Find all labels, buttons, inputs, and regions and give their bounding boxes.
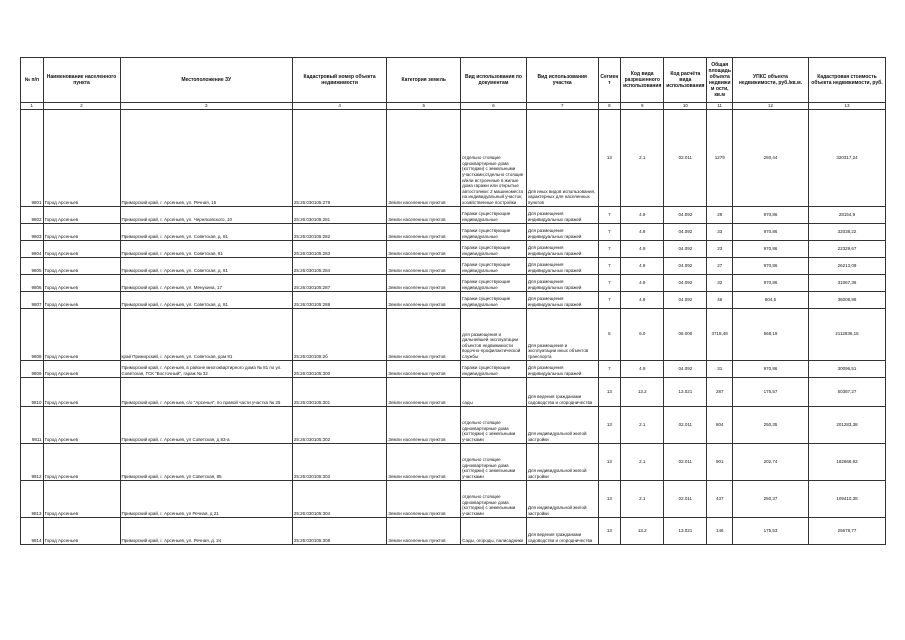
land-category-cell: Земли населенных пунктов	[387, 308, 461, 360]
segment-cell: 13	[598, 517, 621, 544]
location-cell: Приморский край, г. Арсеньев, ул Советская, д 83-а	[120, 406, 292, 443]
location-cell: Приморский край, г. Арсеньев, ул. Советская, д. 81	[120, 257, 292, 274]
plot-use-cell: Для размещения индивидуальных гаражей	[526, 240, 598, 257]
cadastral-value-cell: 320317,24	[808, 109, 885, 206]
location-cell: Приморский край, г. Арсеньев, с/о "Арсенья", по правой части участка № 25	[120, 377, 292, 406]
cadastral-number-cell: 25:26:030105:281	[292, 206, 386, 223]
cadastral-value-cell: 182668,92	[808, 443, 885, 480]
use-by-documents-cell: Гаражи существующие индивидуальные	[461, 206, 527, 223]
permitted-use-code-cell: 2.1	[621, 406, 664, 443]
upks-cell: 970,86	[733, 360, 809, 377]
settlement-name-cell: Город Арсеньев	[43, 443, 120, 480]
location-cell: Приморский край, г. Арсеньев, ул Речная, д 21	[120, 480, 292, 517]
plot-use-cell: Для ведения гражданами садоводства и огородничества	[526, 517, 598, 544]
table-row	[21, 257, 886, 274]
column-number: 5	[387, 103, 461, 110]
settlement-name-cell: Город Арсеньев	[43, 406, 120, 443]
upks-cell: 970,86	[733, 206, 809, 223]
row-number-cell: 9813	[21, 480, 44, 517]
column-number: 2	[43, 103, 120, 110]
cadastral-number-cell: 25:26:030105:303	[292, 443, 386, 480]
table-row	[21, 109, 886, 206]
segment-cell: 7	[598, 291, 621, 308]
header-cell: Код вида разрешенного использования	[621, 58, 664, 103]
use-calc-code-cell: 02.011	[664, 443, 707, 480]
header-cell: Наименование населенного пункта	[43, 58, 120, 103]
row-number-cell: 9805	[21, 257, 44, 274]
use-calc-code-cell: 02.011	[664, 406, 707, 443]
land-category-cell: Земли населенных пунктов	[387, 360, 461, 377]
plot-use-cell: Для иных видов использования, характерных для населенных пунктов	[526, 109, 598, 206]
use-calc-code-cell: 04.092	[664, 206, 707, 223]
segment-cell: 7	[598, 257, 621, 274]
settlement-name-cell: Город Арсеньев	[43, 360, 120, 377]
row-number-cell: 9811	[21, 406, 44, 443]
column-number: 9	[621, 103, 664, 110]
plot-use-cell: Для размещения индивидуальных гаражей	[526, 223, 598, 240]
permitted-use-code-cell: 13.2	[621, 377, 664, 406]
permitted-use-code-cell: 4.9	[621, 274, 664, 291]
plot-use-cell: Для размещения индивидуальных гаражей	[526, 206, 598, 223]
row-number-cell: 9804	[21, 240, 44, 257]
column-number: 8	[598, 103, 621, 110]
use-by-documents-cell: отдельно стоящие одноквартирные дома (коттеджи) с земельными участками;отдельно стоящие и/или встроенные в жилые дома гаражи или открытые автостоянки: 2 машиноместа на индивидуальный участок; хозяйственные постройки	[461, 109, 527, 206]
settlement-name-cell: Город Арсеньев	[43, 274, 120, 291]
settlement-name-cell: Город Арсеньев	[43, 308, 120, 360]
settlement-name-cell: Город Арсеньев	[43, 206, 120, 223]
table-row	[21, 274, 886, 291]
land-category-cell: Земли населенных пунктов	[387, 406, 461, 443]
table-row	[21, 406, 886, 443]
permitted-use-code-cell: 2.1	[621, 480, 664, 517]
table-row	[21, 240, 886, 257]
cadastral-number-cell: 25:26:030105:301	[292, 377, 386, 406]
segment-cell: 7	[598, 223, 621, 240]
cadastral-number-cell: 25:26:030105:300	[292, 360, 386, 377]
cadastral-table	[20, 57, 886, 545]
plot-use-cell: Для индивидуальной жилой застройки	[526, 443, 598, 480]
plot-use-cell: Для размещения индивидуальных гаражей	[526, 274, 598, 291]
row-number-cell: 9806	[21, 274, 44, 291]
plot-use-cell: Для размещения индивидуальных гаражей	[526, 360, 598, 377]
header-cell: Сегмент	[598, 58, 621, 103]
permitted-use-code-cell: 4.9	[621, 291, 664, 308]
upks-cell: 970,86	[733, 240, 809, 257]
column-number: 13	[808, 103, 885, 110]
table-body	[21, 109, 886, 544]
plot-use-cell: Для размещения индивидуальных гаражей	[526, 291, 598, 308]
header-cell: Код расчёта вида использования	[664, 58, 707, 103]
location-cell: Приморский край, г. Арсеньев, ул. Речная, д. 24	[120, 517, 292, 544]
cadastral-number-cell: 25:26:030105:282	[292, 223, 386, 240]
segment-cell: 7	[598, 274, 621, 291]
land-category-cell: Земли населенных пунктов	[387, 240, 461, 257]
use-by-documents-cell: Гаражи существующие индивидуальные	[461, 240, 527, 257]
cadastral-value-cell: 50387,27	[808, 377, 885, 406]
use-calc-code-cell: 04.092	[664, 257, 707, 274]
use-calc-code-cell: 04.092	[664, 240, 707, 257]
upks-cell: 970,86	[733, 223, 809, 240]
column-number: 3	[120, 103, 292, 110]
table-row	[21, 443, 886, 480]
table-row	[21, 360, 886, 377]
settlement-name-cell: Город Арсеньев	[43, 291, 120, 308]
settlement-name-cell: Город Арсеньев	[43, 109, 120, 206]
header-cell: УПКС объекта недвижимости, руб./кв.м.	[733, 58, 809, 103]
cadastral-value-cell: 201283,38	[808, 406, 885, 443]
area-cell: 3718,48	[707, 308, 733, 360]
header-cell: Общая площадь объекта недвижим ости, кв.м	[707, 58, 733, 103]
location-cell: Приморский край, г. Арсеньев, ул. Советская, д. 81	[120, 291, 292, 308]
land-category-cell: Земли населенных пунктов	[387, 109, 461, 206]
cadastral-value-cell: 36008,88	[808, 291, 885, 308]
use-by-documents-cell: Гаражи существующие индивидуальные	[461, 274, 527, 291]
use-by-documents-cell: отдельно стоящие одноквартирные дома (коттеджи) с земельными участками	[461, 480, 527, 517]
table-row	[21, 308, 886, 360]
permitted-use-code-cell: 6.0	[621, 308, 664, 360]
land-category-cell: Земли населенных пунктов	[387, 517, 461, 544]
column-number: 6	[461, 103, 527, 110]
column-number: 1	[21, 103, 44, 110]
header-cell: Местоположение ЗУ	[120, 58, 292, 103]
area-cell: 287	[707, 377, 733, 406]
header-cell: Кадастровый номер объекта недвижимости	[292, 58, 386, 103]
use-by-documents-cell: Сады, огороды, палисадники	[461, 517, 527, 544]
table-row	[21, 480, 886, 517]
upks-cell: 970,86	[733, 274, 809, 291]
segment-cell: 7	[598, 240, 621, 257]
location-cell: Приморский край, г. Арсеньев, ул. Речная, 15	[120, 109, 292, 206]
upks-cell: 175,53	[733, 517, 809, 544]
permitted-use-code-cell: 4.9	[621, 206, 664, 223]
settlement-name-cell: Город Арсеньев	[43, 257, 120, 274]
upks-cell: 175,57	[733, 377, 809, 406]
land-category-cell: Земли населенных пунктов	[387, 291, 461, 308]
upks-cell: 970,86	[733, 257, 809, 274]
table-row	[21, 517, 886, 544]
cadastral-number-cell: 25:26:030105:304	[292, 480, 386, 517]
cadastral-number-cell: 25:26:030105:284	[292, 257, 386, 274]
cadastral-value-cell: 30096,51	[808, 360, 885, 377]
row-number-cell: 9814	[21, 517, 44, 544]
use-calc-code-cell: 02.011	[664, 480, 707, 517]
cadastral-number-cell: 25:26:030105:308	[292, 517, 386, 544]
plot-use-cell: Для размещения и эксплуатации иных объектов транспорта	[526, 308, 598, 360]
location-cell: Приморский край, г. Арсеньев, ул. Советская, 81	[120, 240, 292, 257]
settlement-name-cell: Город Арсеньев	[43, 240, 120, 257]
area-cell: 146	[707, 517, 733, 544]
column-number: 11	[707, 103, 733, 110]
cadastral-number-cell: 25:26:030105:2б	[292, 308, 386, 360]
use-by-documents-cell: Гаражи существующие индивидуальные	[461, 291, 527, 308]
segment-cell: 13	[598, 443, 621, 480]
use-calc-code-cell: 02.011	[664, 109, 707, 206]
permitted-use-code-cell: 4.9	[621, 240, 664, 257]
header-cell: Вид использования по документам	[461, 58, 527, 103]
use-by-documents-cell: отдельно стоящие одноквартирные дома (коттеджи) с земельными участками	[461, 406, 527, 443]
cadastral-value-cell: 22329,67	[808, 240, 885, 257]
land-category-cell: Земли населенных пунктов	[387, 377, 461, 406]
use-by-documents-cell: Гаражи существующие индивидуальные	[461, 360, 527, 377]
plot-use-cell: Для индивидуальной жилой застройки	[526, 406, 598, 443]
cadastral-value-cell: 2112836,16	[808, 308, 885, 360]
plot-use-cell: Для размещения индивидуальных гаражей	[526, 257, 598, 274]
segment-cell: 13	[598, 406, 621, 443]
area-cell: 27	[707, 257, 733, 274]
location-cell: Приморский край, г. Арсеньев, ул. Советская, д. 81	[120, 223, 292, 240]
table-row	[21, 206, 886, 223]
land-category-cell: Земли населенных пунктов	[387, 480, 461, 517]
cadastral-number-cell: 25:26:030105:279	[292, 109, 386, 206]
use-calc-code-cell: 04.092	[664, 223, 707, 240]
row-number-cell: 9803	[21, 223, 44, 240]
upks-cell: 250,37	[733, 480, 809, 517]
area-cell: 29	[707, 206, 733, 223]
column-number: 4	[292, 103, 386, 110]
segment-cell: 7	[598, 360, 621, 377]
header-row	[21, 58, 886, 103]
use-calc-code-cell: 04.092	[664, 274, 707, 291]
area-cell: 33	[707, 223, 733, 240]
cadastral-value-cell: 28154,9	[808, 206, 885, 223]
area-cell: 32	[707, 274, 733, 291]
location-cell: Приморский край, г. Арсеньев, ул. Менухина, 17	[120, 274, 292, 291]
area-cell: 1279	[707, 109, 733, 206]
segment-cell: 13	[598, 377, 621, 406]
upks-cell: 568,19	[733, 308, 809, 360]
use-calc-code-cell: 04.092	[664, 291, 707, 308]
area-cell: 31	[707, 360, 733, 377]
use-calc-code-cell: 13.021	[664, 377, 707, 406]
row-number-cell: 9807	[21, 291, 44, 308]
location-cell: Приморский край, г. Арсеньев, ул. Черняховского, 10	[120, 206, 292, 223]
column-number: 10	[664, 103, 707, 110]
permitted-use-code-cell: 4.9	[621, 223, 664, 240]
area-cell: 437	[707, 480, 733, 517]
row-number-cell: 9808	[21, 308, 44, 360]
cadastral-value-cell: 109410,38	[808, 480, 885, 517]
use-by-documents-cell: для размещения и дальнейшей эксплуатации объектов недвижимости водочно-профилактической службы	[461, 308, 527, 360]
cadastral-value-cell: 31067,36	[808, 274, 885, 291]
table-row	[21, 291, 886, 308]
permitted-use-code-cell: 4.9	[621, 257, 664, 274]
permitted-use-code-cell: 13.2	[621, 517, 664, 544]
row-number-cell: 9810	[21, 377, 44, 406]
use-by-documents-cell: Гаражи существующие индивидуальные	[461, 223, 527, 240]
area-cell: 804	[707, 406, 733, 443]
row-number-cell: 9802	[21, 206, 44, 223]
column-number-row	[21, 103, 886, 110]
settlement-name-cell: Город Арсеньев	[43, 223, 120, 240]
area-cell: 23	[707, 240, 733, 257]
header-cell: Вид использования участка	[526, 58, 598, 103]
upks-cell: 250,44	[733, 109, 809, 206]
segment-cell: 7	[598, 206, 621, 223]
cadastral-value-cell: 32038,22	[808, 223, 885, 240]
use-calc-code-cell: 04.092	[664, 360, 707, 377]
cadastral-value-cell: 25678,77	[808, 517, 885, 544]
area-cell: 901	[707, 443, 733, 480]
cadastral-number-cell: 25:26:030105:288	[292, 291, 386, 308]
plot-use-cell: Для индивидуальной жилой застройки	[526, 480, 598, 517]
land-category-cell: Земли населенных пунктов	[387, 257, 461, 274]
permitted-use-code-cell: 4.9	[621, 360, 664, 377]
land-category-cell: Земли населенных пунктов	[387, 443, 461, 480]
plot-use-cell: Для ведения гражданами садоводства и огородничества	[526, 377, 598, 406]
permitted-use-code-cell: 2.1	[621, 109, 664, 206]
segment-cell: 13	[598, 480, 621, 517]
settlement-name-cell: Город Арсеньев	[43, 517, 120, 544]
row-number-cell: 9801	[21, 109, 44, 206]
row-number-cell: 9809	[21, 360, 44, 377]
land-category-cell: Земли населенных пунктов	[387, 206, 461, 223]
row-number-cell: 9812	[21, 443, 44, 480]
upks-cell: 804,5	[733, 291, 809, 308]
use-by-documents-cell: отдельно стоящие одноквартирные дома (коттеджи) с земельными участками	[461, 443, 527, 480]
cadastral-number-cell: 25:26:030105:302	[292, 406, 386, 443]
settlement-name-cell: Город Арсеньев	[43, 377, 120, 406]
location-cell: Приморский край, г. Арсеньев, в районе многоквартирного дома № 81 по ул. Советская, ГСК "Восточный", гараж № 32	[120, 360, 292, 377]
area-cell: 46	[707, 291, 733, 308]
table-row	[21, 223, 886, 240]
header-cell: Категория земель	[387, 58, 461, 103]
header-cell: Кадастровая стоимость объекта недвижимости, руб.	[808, 58, 885, 103]
upks-cell: 202,74	[733, 443, 809, 480]
location-cell: Приморский край, г. Арсеньев, ул Советская, 85	[120, 443, 292, 480]
column-number: 12	[733, 103, 809, 110]
cadastral-number-cell: 25:26:030105:283	[292, 240, 386, 257]
use-by-documents-cell: Гаражи существующие индивидуальные	[461, 257, 527, 274]
cadastral-number-cell: 25:26:030105:287	[292, 274, 386, 291]
cadastral-value-cell: 26213,09	[808, 257, 885, 274]
land-category-cell: Земли населенных пунктов	[387, 274, 461, 291]
segment-cell: 13	[598, 109, 621, 206]
permitted-use-code-cell: 2.1	[621, 443, 664, 480]
use-by-documents-cell: сады	[461, 377, 527, 406]
land-category-cell: Земли населенных пунктов	[387, 223, 461, 240]
use-calc-code-cell: 06.000	[664, 308, 707, 360]
column-number: 7	[526, 103, 598, 110]
table-row	[21, 377, 886, 406]
location-cell: край Приморский, г. Арсеньев, ул. Советская, дом 81	[120, 308, 292, 360]
segment-cell: 6	[598, 308, 621, 360]
settlement-name-cell: Город Арсеньев	[43, 480, 120, 517]
use-calc-code-cell: 13.021	[664, 517, 707, 544]
header-cell: № п/п	[21, 58, 44, 103]
upks-cell: 250,35	[733, 406, 809, 443]
